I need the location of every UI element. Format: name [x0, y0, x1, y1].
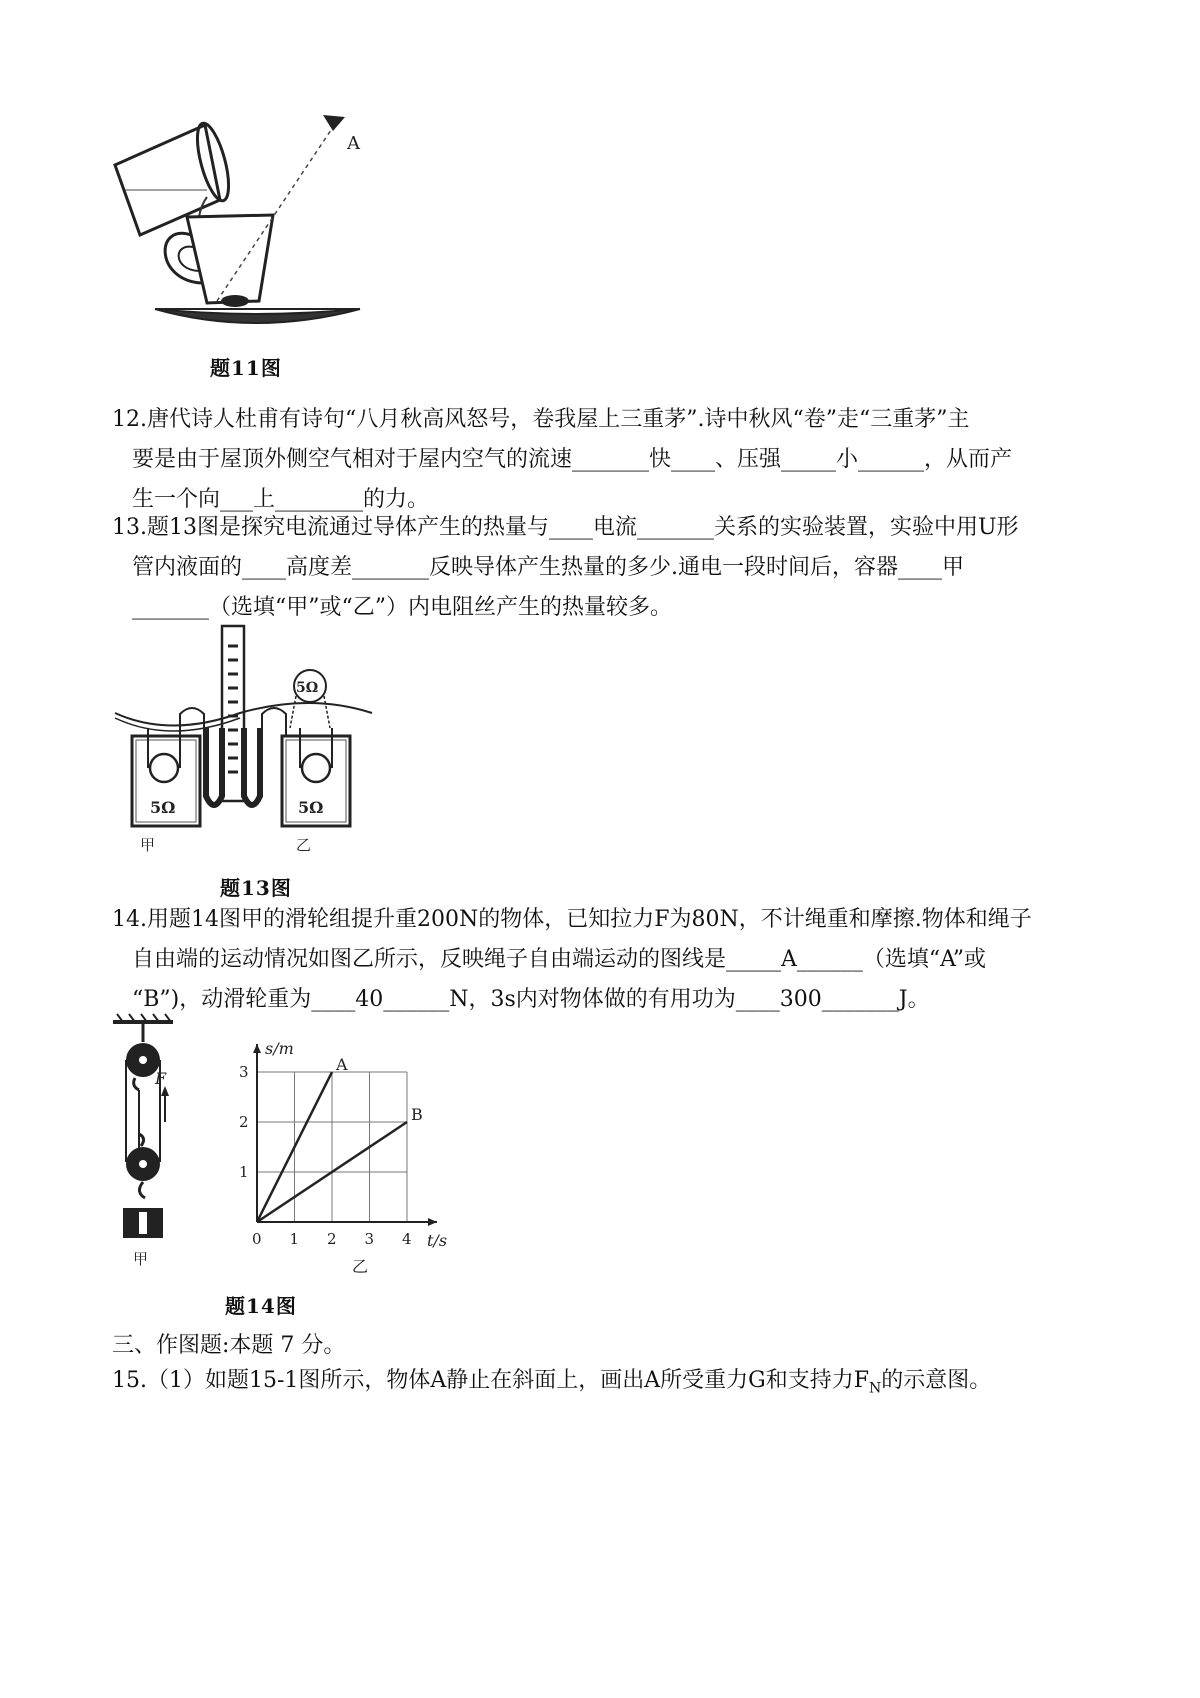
force-label: F [155, 1069, 167, 1088]
resistor-top-label: 5Ω [296, 680, 319, 696]
x-tick-label: 0 [252, 1230, 262, 1248]
chart-yi-label: 乙 [352, 1257, 369, 1276]
figure-13-drawing [110, 618, 380, 863]
y-tick-label: 1 [239, 1163, 249, 1181]
question-12-line-1: 12.唐代诗人杜甫有诗句“八月秋高风怒号，卷我屋上三重茅”.诗中秋风“卷”走“三重茅”主 [112, 407, 970, 432]
figure-11-caption: 题11图 [210, 356, 282, 380]
question-13-line-3: _______（选填“甲”或“乙”）内电阻丝产生的热量较多。 [132, 595, 672, 620]
x-tick-label: 3 [364, 1230, 375, 1248]
figure-14-pulley [105, 1012, 185, 1274]
y-axis-arrow [253, 1044, 261, 1053]
y-tick-label: 2 [239, 1113, 249, 1131]
x-tick-label: 4 [402, 1230, 412, 1248]
figure-11 [95, 105, 385, 345]
container-yi-label: 乙 [296, 836, 312, 854]
chart-grid [257, 1072, 407, 1222]
x-axis-label: t/s [427, 1231, 448, 1250]
question-12 [112, 400, 1112, 520]
y-axis-label: s/m [265, 1039, 294, 1058]
figure-14-caption: 题14图 [225, 1294, 297, 1318]
figure-13 [110, 618, 380, 863]
question-15-text: 15.（1）如题15-1图所示，物体A静止在斜面上，画出A所受重力G和支持力F [112, 1368, 870, 1393]
question-15 [112, 1365, 1112, 1404]
x-tick-label: 1 [289, 1230, 300, 1248]
question-12-line-2: 要是由于屋顶外侧空气相对于屋内空气的流速_______快____、压强_____小______，从而产 [132, 447, 1013, 472]
series-label-a: A [336, 1055, 348, 1074]
question-15-text-end: 的示意图。 [881, 1368, 992, 1393]
resistor-right-label: 5Ω [298, 798, 324, 817]
container-jia-label: 甲 [140, 836, 156, 854]
pulley-drawing [105, 1012, 185, 1274]
question-14-line-1: 14.用题14图甲的滑轮组提升重200N的物体，已知拉力F为80N，不计绳重和摩擦.物体和绳子 [112, 907, 1032, 932]
y-tick-label: 3 [239, 1063, 249, 1081]
series-label-b: B [411, 1105, 423, 1124]
question-15-subscript: N [869, 1380, 882, 1397]
pulley-jia-label: 甲 [133, 1250, 149, 1268]
resistor-left-label: 5Ω [150, 798, 176, 817]
x-tick-label: 2 [327, 1230, 337, 1248]
chart-labels [239, 1039, 447, 1276]
x-axis-arrow [428, 1218, 437, 1226]
section-3-title: 三、作图题:本题 7 分。 [112, 1333, 346, 1358]
s-t-chart [215, 1012, 475, 1282]
question-13-line-1: 13.题13图是探究电流通过导体产生的热量与____电流_______关系的实验装置，实验中用U形 [112, 515, 1019, 540]
question-13-line-2: 管内液面的____高度差_______反映导体产生热量的多少.通电一段时间后，容器____甲 [132, 555, 964, 580]
eye-marker-label: A [347, 133, 360, 154]
question-14 [112, 900, 1112, 1020]
question-13 [112, 508, 1112, 628]
figure-13-caption: 题13图 [220, 876, 292, 900]
figure-11-drawing [95, 105, 385, 345]
figure-14-chart [215, 1012, 475, 1282]
question-12-line-3: 生一个向___上________的力。 [132, 487, 430, 512]
question-14-line-3: “B”)，动滑轮重为____40______N，3s内对物体做的有用功为____300_______J。 [132, 987, 930, 1012]
question-14-line-2: 自由端的运动情况如图乙所示，反映绳子自由端运动的图线是_____A______（选填“A”或 [132, 947, 987, 972]
